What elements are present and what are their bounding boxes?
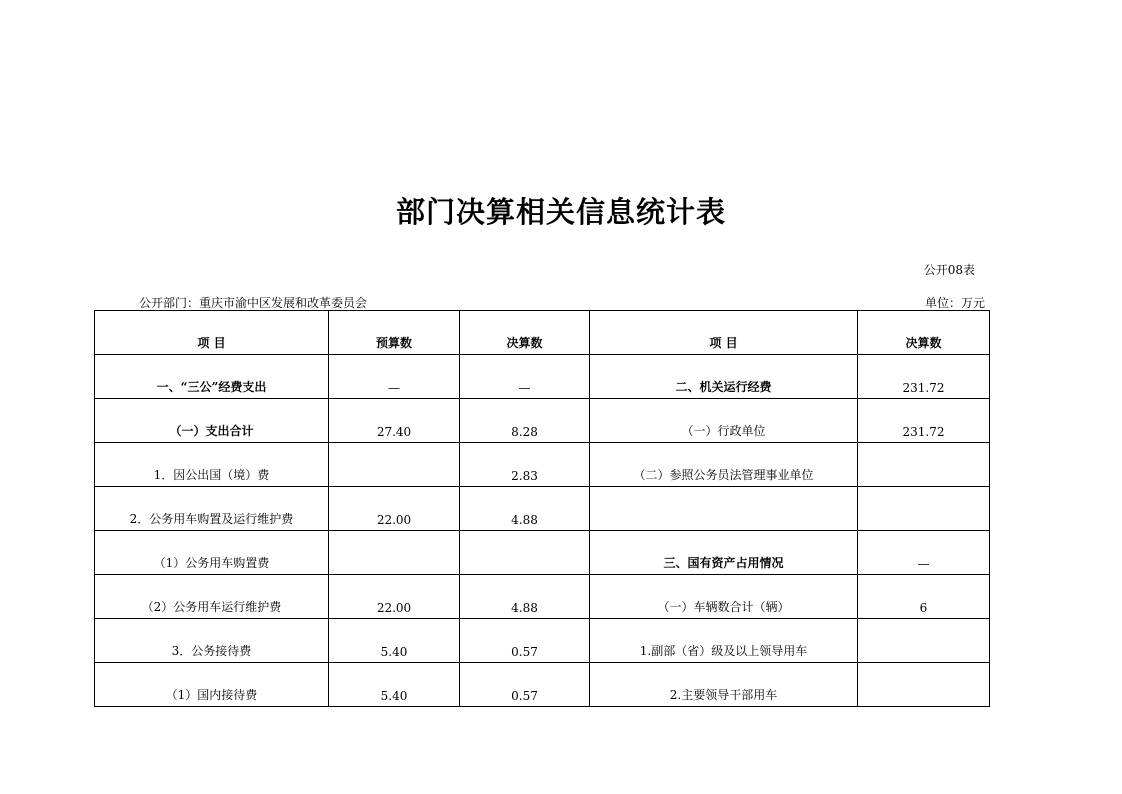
final-cell (460, 531, 590, 575)
right-final-cell: 231.72 (858, 399, 990, 443)
table-row (95, 531, 990, 575)
table-row (95, 487, 990, 531)
left-item-cell: 1．因公出国（境）费 (95, 443, 329, 487)
right-item-cell: 二、机关运行经费 (590, 355, 858, 399)
table-row (95, 619, 990, 663)
right-final-cell (858, 487, 990, 531)
department-line: 公开部门：重庆市渝中区发展和改革委员会 (139, 296, 368, 310)
table-row (95, 663, 990, 707)
final-cell: — (460, 355, 590, 399)
final-cell: 0.57 (460, 619, 590, 663)
statistics-table (94, 310, 990, 707)
table-code: 公开08表 (923, 263, 975, 277)
budget-cell: — (329, 355, 460, 399)
header-final-left: 决算数 (460, 311, 590, 355)
right-item-cell (590, 487, 858, 531)
final-cell: 0.57 (460, 663, 590, 707)
right-final-cell (858, 443, 990, 487)
budget-cell: 27.40 (329, 399, 460, 443)
budget-cell: 5.40 (329, 663, 460, 707)
table-row (95, 399, 990, 443)
table-row (95, 575, 990, 619)
left-item-cell: （1）公务用车购置费 (95, 531, 329, 575)
right-final-cell: — (858, 531, 990, 575)
budget-cell: 22.00 (329, 487, 460, 531)
budget-cell (329, 531, 460, 575)
header-item-right: 项 目 (590, 311, 858, 355)
table-row (95, 355, 990, 399)
right-item-cell: 2.主要领导干部用车 (590, 663, 858, 707)
right-item-cell: 三、国有资产占用情况 (590, 531, 858, 575)
header-budget: 预算数 (329, 311, 460, 355)
page-title: 部门决算相关信息统计表 (395, 195, 726, 229)
final-cell: 8.28 (460, 399, 590, 443)
right-final-cell: 6 (858, 575, 990, 619)
left-item-cell: 3．公务接待费 (95, 619, 329, 663)
left-item-cell: （2）公务用车运行维护费 (95, 575, 329, 619)
budget-cell (329, 443, 460, 487)
unit-line: 单位：万元 (924, 296, 985, 310)
right-final-cell: 231.72 (858, 355, 990, 399)
right-item-cell: （一）车辆数合计（辆） (590, 575, 858, 619)
budget-cell: 5.40 (329, 619, 460, 663)
left-item-cell: 2．公务用车购置及运行维护费 (95, 487, 329, 531)
final-cell: 4.88 (460, 487, 590, 531)
left-item-cell: 一、“三公”经费支出 (95, 355, 329, 399)
left-item-cell: （一）支出合计 (95, 399, 329, 443)
header-item-left: 项 目 (95, 311, 329, 355)
right-item-cell: （一）行政单位 (590, 399, 858, 443)
right-final-cell (858, 619, 990, 663)
table-row (95, 443, 990, 487)
header-final-right: 决算数 (858, 311, 990, 355)
right-final-cell (858, 663, 990, 707)
budget-cell: 22.00 (329, 575, 460, 619)
right-item-cell: （二）参照公务员法管理事业单位 (590, 443, 858, 487)
left-item-cell: （1）国内接待费 (95, 663, 329, 707)
final-cell: 2.83 (460, 443, 590, 487)
right-item-cell: 1.副部（省）级及以上领导用车 (590, 619, 858, 663)
header-row (95, 311, 990, 355)
final-cell: 4.88 (460, 575, 590, 619)
